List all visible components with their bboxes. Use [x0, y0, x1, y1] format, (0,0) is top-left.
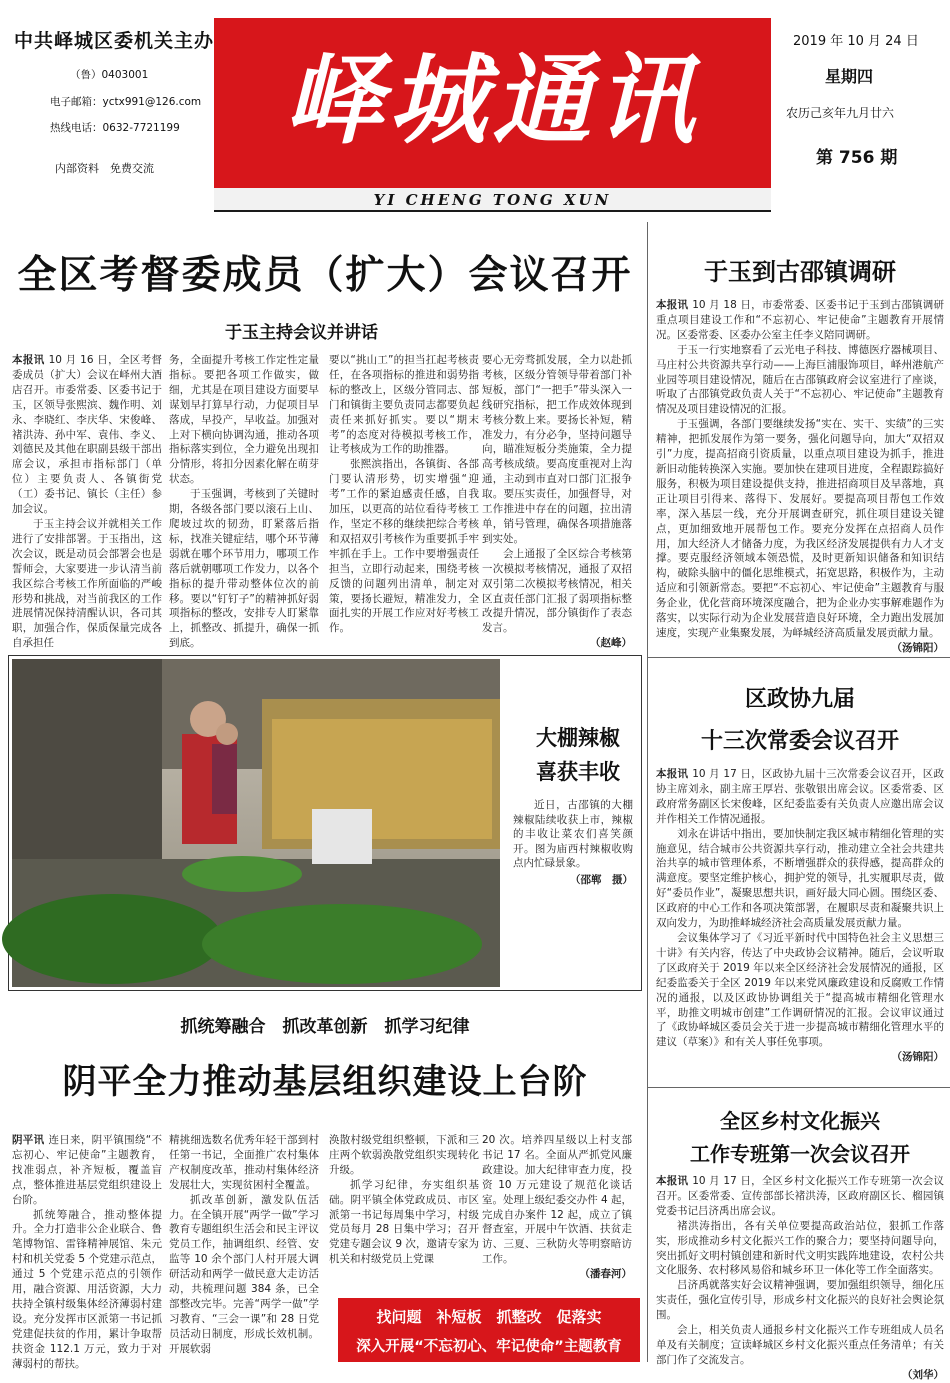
article4-col-1: 阴平讯 连日来，阴平镇围绕“不忘初心、牢记使命”主题教育，找准弱点，补齐短板，覆盖盲点，整体推进基层党组织建设上台阶。 抓统筹融合，推动整体提升。全力打造非公企业联合、鲁笔博物馆、雷锋精神展馆、朱元村和机关党委 5 个党建示范点，通过 5 个党建示范点的引领作用，融合资源、用活资源，大力扶持全镇村级集体经济薄弱村建设。充分发挥市区派第一书记抓党建促扶贫的作用，累计争取帮扶资金 112.1 万元，致力于对薄弱村的帮扶。 [12, 1134, 162, 1370]
article5-headline-2: 工作专班第一次会议召开 [690, 1142, 910, 1166]
photo-caption: 近日，古邵镇的大棚辣椒陆续收获上市，辣椒的丰收让菜农们喜笑颜开。图为庙西村辣椒收购点内忙碌景象。 （邵郸 摄） [513, 799, 633, 886]
article1-byline: （赵峰） [590, 637, 632, 650]
article3-byline: （汤锦阳） [891, 1051, 944, 1064]
article1-lead-tag: 本报讯 [12, 354, 45, 366]
email: 电子邮箱：yctx991@126.com [50, 96, 202, 108]
theme-banner-line-2: 深入开展“不忘初心、牢记使命”主题教育 [356, 1339, 622, 1355]
free-note: 内部资料 免费交流 [55, 162, 154, 175]
article3-headline-2: 十三次常委会议召开 [700, 728, 899, 754]
article1-col-2: 务，全面提升考核工作定性定量指标。要把各项工作做实，做细，尤其是在项目建设方面要早谋划早打算早行动，力促项目早落成，早投产，早收益。加强对上对下横向协调沟通，推动各项指标落实到位，全力避免出现扣分情形，将扣分因素化解在萌芽状态。 于玉强调，考核到了关键时期，各级各部门要以滚石上山、爬坡过坎的韧劲，盯紧落后指标，找准关键症结，哪个环节薄弱就在哪个环节用力，哪项工作落后就朝哪项工作发力，以各个指标的提升带动整体位次的前移。要以“钉钉子”的精神抓好弱项指标的整改，安排专人盯紧靠上，抓整改、抓提升，确保一抓到底。 [169, 354, 319, 650]
lunar-date: 农历己亥年九月廿六 [786, 106, 895, 120]
article1-subhead: 于玉主持会议并讲话 [225, 323, 378, 343]
article5-body: 本报讯 10 月 17 日，全区乡村文化振兴工作专班第一次会议召开。区委常委、宣传部部长褚洪涛，区政府副区长、榴园镇党委书记吕济禹出席会议。 褚洪涛指出，各有关单位要提高政治站位，狠抓工作落实，形成推动乡村文化振兴工作的聚合力；要坚持问题导向，突出抓好文明村镇创建和新时代文明实践阵地建设，农村公共文化服务、农村移风易俗和城乡环卫一体化等工作全面落实。 吕济禹就落实好会议精神强调，要加强组织领导，细化压实责任，强化宣传引导，形成乡村文化振兴的良好社会舆论氛围。 会上，相关负责人通报乡村文化振兴工作专班组成人员名单及有关制度；宣读峄城区乡村文化振兴重点任务清单；有关部门作了交流发言。 （刘华） [656, 1175, 945, 1381]
title-block [214, 18, 771, 188]
article1-headline: 全区考督委成员（扩大）会议召开 [17, 253, 633, 298]
organizer: 中共峄城区委机关主办 [14, 30, 215, 52]
article5-headline-1: 全区乡村文化振兴 [720, 1109, 880, 1133]
article1-col-1: 本报讯 10 月 16 日，全区考督委成员（扩大）会议在峄州大酒店召开。市委常委、区委书记于玉，区领导张熙滨、魏作明、刘永、李晓红、李庆华、宋俊峰、褚洪涛、孙中军、袁伟、李义、刘德民及其他在职副县级干部出席会议，承担市指标部门（单位）主要负责人、各镇街党（工）委书记、镇长（主任）参加会议。 于玉主持会议并就相关工作进行了安排部署。于玉指出，这次会议，既是动员会部署会也是誓师会，大家要进一步认清当前我区综合考核工作所面临的严峻形势和挑战，对当前我区的工作进展情况保持清醒认识，各司其职，加强合作，保质保量完成各自承担任 [12, 354, 163, 650]
article4-col-4: 20 次。培养四星级以上村支部书记 17 名。全面从严抓党风廉政建设。加大纪律审查力度，投资 10 万元建设了规范化谈话室。处理上级纪委交办件 4 起，完成自办案件 12 起，成立了镇督查室，开展中午饮酒、扶贫走访、三夏、三秋防火等明察暗访工作。 （潘春河） [482, 1134, 632, 1281]
article2-headline: 于玉到古邵镇调研 [704, 257, 896, 286]
pinyin-bar [214, 188, 771, 212]
newspaper-pinyin: YI CHENG TONG XUN [373, 191, 612, 209]
theme-banner [338, 1298, 640, 1362]
masthead [0, 0, 950, 214]
issue-number: 第 756 期 [816, 148, 898, 168]
divider-vertical-main [647, 222, 648, 1362]
newspaper-title: 峄城通讯 [284, 43, 701, 158]
article4-col-2: 精挑细选数名优秀年轻干部到村任第一书记，全面推广农村集体产权制度改革，推动村集体经济发展壮大，实现贫困村全覆盖。 抓改革创新，激发队伍活力。在全镇开展“两学一做”学习教育专题组织生活会和民主评议党员工作，抽调组织、经管、安监等 10 余个部门人村开展大调研活动和两学一做民意大走访活动，共梳理问题 384 条，已全部整改完毕。完善“两学一做”学习教育、“三会一课”和 28 日党员活动日制度，形成长效机制。开展软弱 [169, 1134, 319, 1355]
pepper-harvest-photo [12, 659, 500, 987]
article4-byline: （潘春河） [579, 1268, 632, 1281]
photo-credit: （邵郸 摄） [570, 873, 633, 886]
photo-title-1: 大棚辣椒 [536, 725, 620, 750]
weekday: 星期四 [825, 67, 874, 86]
photo-title-2: 喜获丰收 [536, 759, 620, 784]
divider-right-2 [648, 1087, 950, 1088]
article2-lead-tag: 本报讯 [656, 299, 689, 311]
article1-col-3: 要以“挑山工”的担当扛起考核责任，在各项指标的推进和弱势指标的整改上，区级分管同志、部门和镇街主要负责同志都要负起责任来抓好抓实。要以“期末考”的态度对待模拟考核工作，让考核成为工作的助推器。 张熙滨指出，各镇街、各部门要认清形势，切实增强“迎考”工作的紧迫感责任感，自我加压，以更高的站位看待考核工作，坚定不移的继续把综合考核和双招双引考核作为重要抓手牢牢抓在手上。工作中要增强责任担当，立即行动起来，围绕考核反馈的问题列出清单，制定对策，要扬长避短，精准发力，全面扎实的开展工作应对好考核工作。 [329, 354, 479, 635]
divider-right-1 [648, 657, 950, 658]
article4-lead-tag: 阴平讯 [12, 1134, 45, 1146]
photo-box [8, 655, 642, 991]
article3-body: 本报讯 10 月 17 日，区政协九届十三次常委会议召开，区政协主席刘永，副主席王厚岩、张敬银出席会议。区委常委、区政府常务副区长宋俊峰，区纪委监委有关负责人应邀出席会议并作相关工作情况通报。 刘永在讲话中指出，要加快制定我区城市精细化管理的实施意见，结合城市公共资源共享行动，推动建立全社会共建共治共享的城市管理体系，不断增强群众的获得感，提高群众的满意度。要坚定维护核心，拥护党的领导，扎实履职尽责，做好“委员作业”，凝聚思想共识，画好最大同心圆。围绕区委、区政府的中心工作和各项决策部署，在履职尽责和凝聚共识上双向发力，为助推峄城经济社会高质量发展贡献力量。 会议集体学习了《习近平新时代中国特色社会主义思想三十讲》有关内容，传达了中央政协会议精神。随后，会议听取了区政府关于 2019 年以来全区经济社会发展情况的通报，区纪委监委关于全区 2019 年以来党风廉政建设和反腐败工作情况的通报，以及区政协协调组关于“提高城市精细化管理水平，助推文明城市创建”工作调研情况的汇报。会议审议通过了《政协峄城区委员会关于进一步提高城市精细化管理水平的建议（草案）》和有关人事任免事项。 （汤锦阳） [656, 768, 945, 1064]
article3-headline-1: 区政协九届 [744, 686, 855, 712]
article4-kicker: 抓统筹融合 抓改革创新 抓学习纪律 [180, 1017, 470, 1037]
article5-lead-tag: 本报讯 [656, 1175, 689, 1187]
article2-body: 本报讯 10 月 18 日，市委常委、区委书记于玉到古邵镇调研重点项目建设工作和“不忘初心、牢记使命”主题教育开展情况。区委常委、区委办公室主任李义陪同调研。 于玉一行实地察看了云光电子科技、博德医疗器械项目、马庄村公共资源共享行动——上海巨浦服饰项目，峄州港航产业园等项目建设情况，随后在古邵镇政府会议室进行了座谈，听取了古邵镇党政负责人关于“不忘初心、牢记使命”主题教育情况及项目建设情况的汇报。 于玉强调，各部门要继续发扬“实在、实干、实绩”的三实精神，把抓发展作为第一要务，强化问题导向，加大“双招双引”力度，提高招商引资质量，以重点项目建设为抓手，推进新旧动能转换深入实施。要加快在建项目进度，全程跟踪搞好服务，积极为项目建设提供支持，推进招商项目及早落地，真正让项目引得来、落得下、发展好。要提高项目帮包工作效率，深入基层一线，充分开展调查研究，抓住项目建设关键点，更加细致地开展帮包工作。要充分发挥在点招商人员作用，加大经济人才储备力度，为我区经济发展提供有力人才支撑。要克服经济领域本领恐慌，及时更新知识储备和知识结构，破除头脑中的僵化思维模式，拓宽思路，积极作为，主动适应和引领新常态。要把“不忘初心、牢记使命”主题教育与服务企业，优化营商环境深度融合，把为企业办实事解难题作为落实，以实际行动为企业发展营造良好环境，全力跑出发展加速度，实现产业集聚发展，为峄城经济高质量发展贡献力量。 （汤锦阳） [656, 299, 945, 654]
article1-col-4: 要心无旁骛抓发展，全力以赴抓考核，区级分管领导带着部门补短板，部门“一把手”带头深入一线研究指标，把工作成效体现到考核分数上来。要扬长补短，精准发力，有分必争，坚持问题导向，瞄准短板分类施策，全力提高考核成绩。要高度重视对上沟通，主动到市直对口部门汇报争取。要压实责任，加强督导，对工作推进中存在的问题，拉出清单，销号管理，确保各项措施落到实处。 会上通报了全区综合考核第一次模拟考核情况，通报了双招双引第二次模拟考核情况，相关区直责任部门汇报了弱项指标整改提升情况，部分镇街作了表态发言。 （赵峰） [482, 354, 632, 650]
registration: （鲁）0403001 [70, 69, 149, 81]
article4-headline: 阴平全力推动基层组织建设上台阶 [62, 1062, 588, 1102]
article5-byline: （刘华） [902, 1368, 944, 1381]
issue-date: 2019 年 10 月 24 日 [793, 34, 919, 49]
phone: 热线电话：0632-7721199 [50, 122, 180, 134]
article2-byline: （汤锦阳） [891, 641, 944, 654]
article4-col-3: 涣散村级党组织整顿，下派和三庄两个软弱涣散党组织实现转化升级。 抓学习纪律，夯实组织基础。阴平镇全体党政成员、市区派第一书记每周集中学习，村级党员每月 28 日集中学习；召开党建专题会议 9 次，邀请专家为机关和村级党员上党课 [329, 1134, 479, 1266]
article3-lead-tag: 本报讯 [656, 768, 689, 780]
theme-banner-line-1: 找问题 补短板 抓整改 促落实 [376, 1308, 602, 1326]
